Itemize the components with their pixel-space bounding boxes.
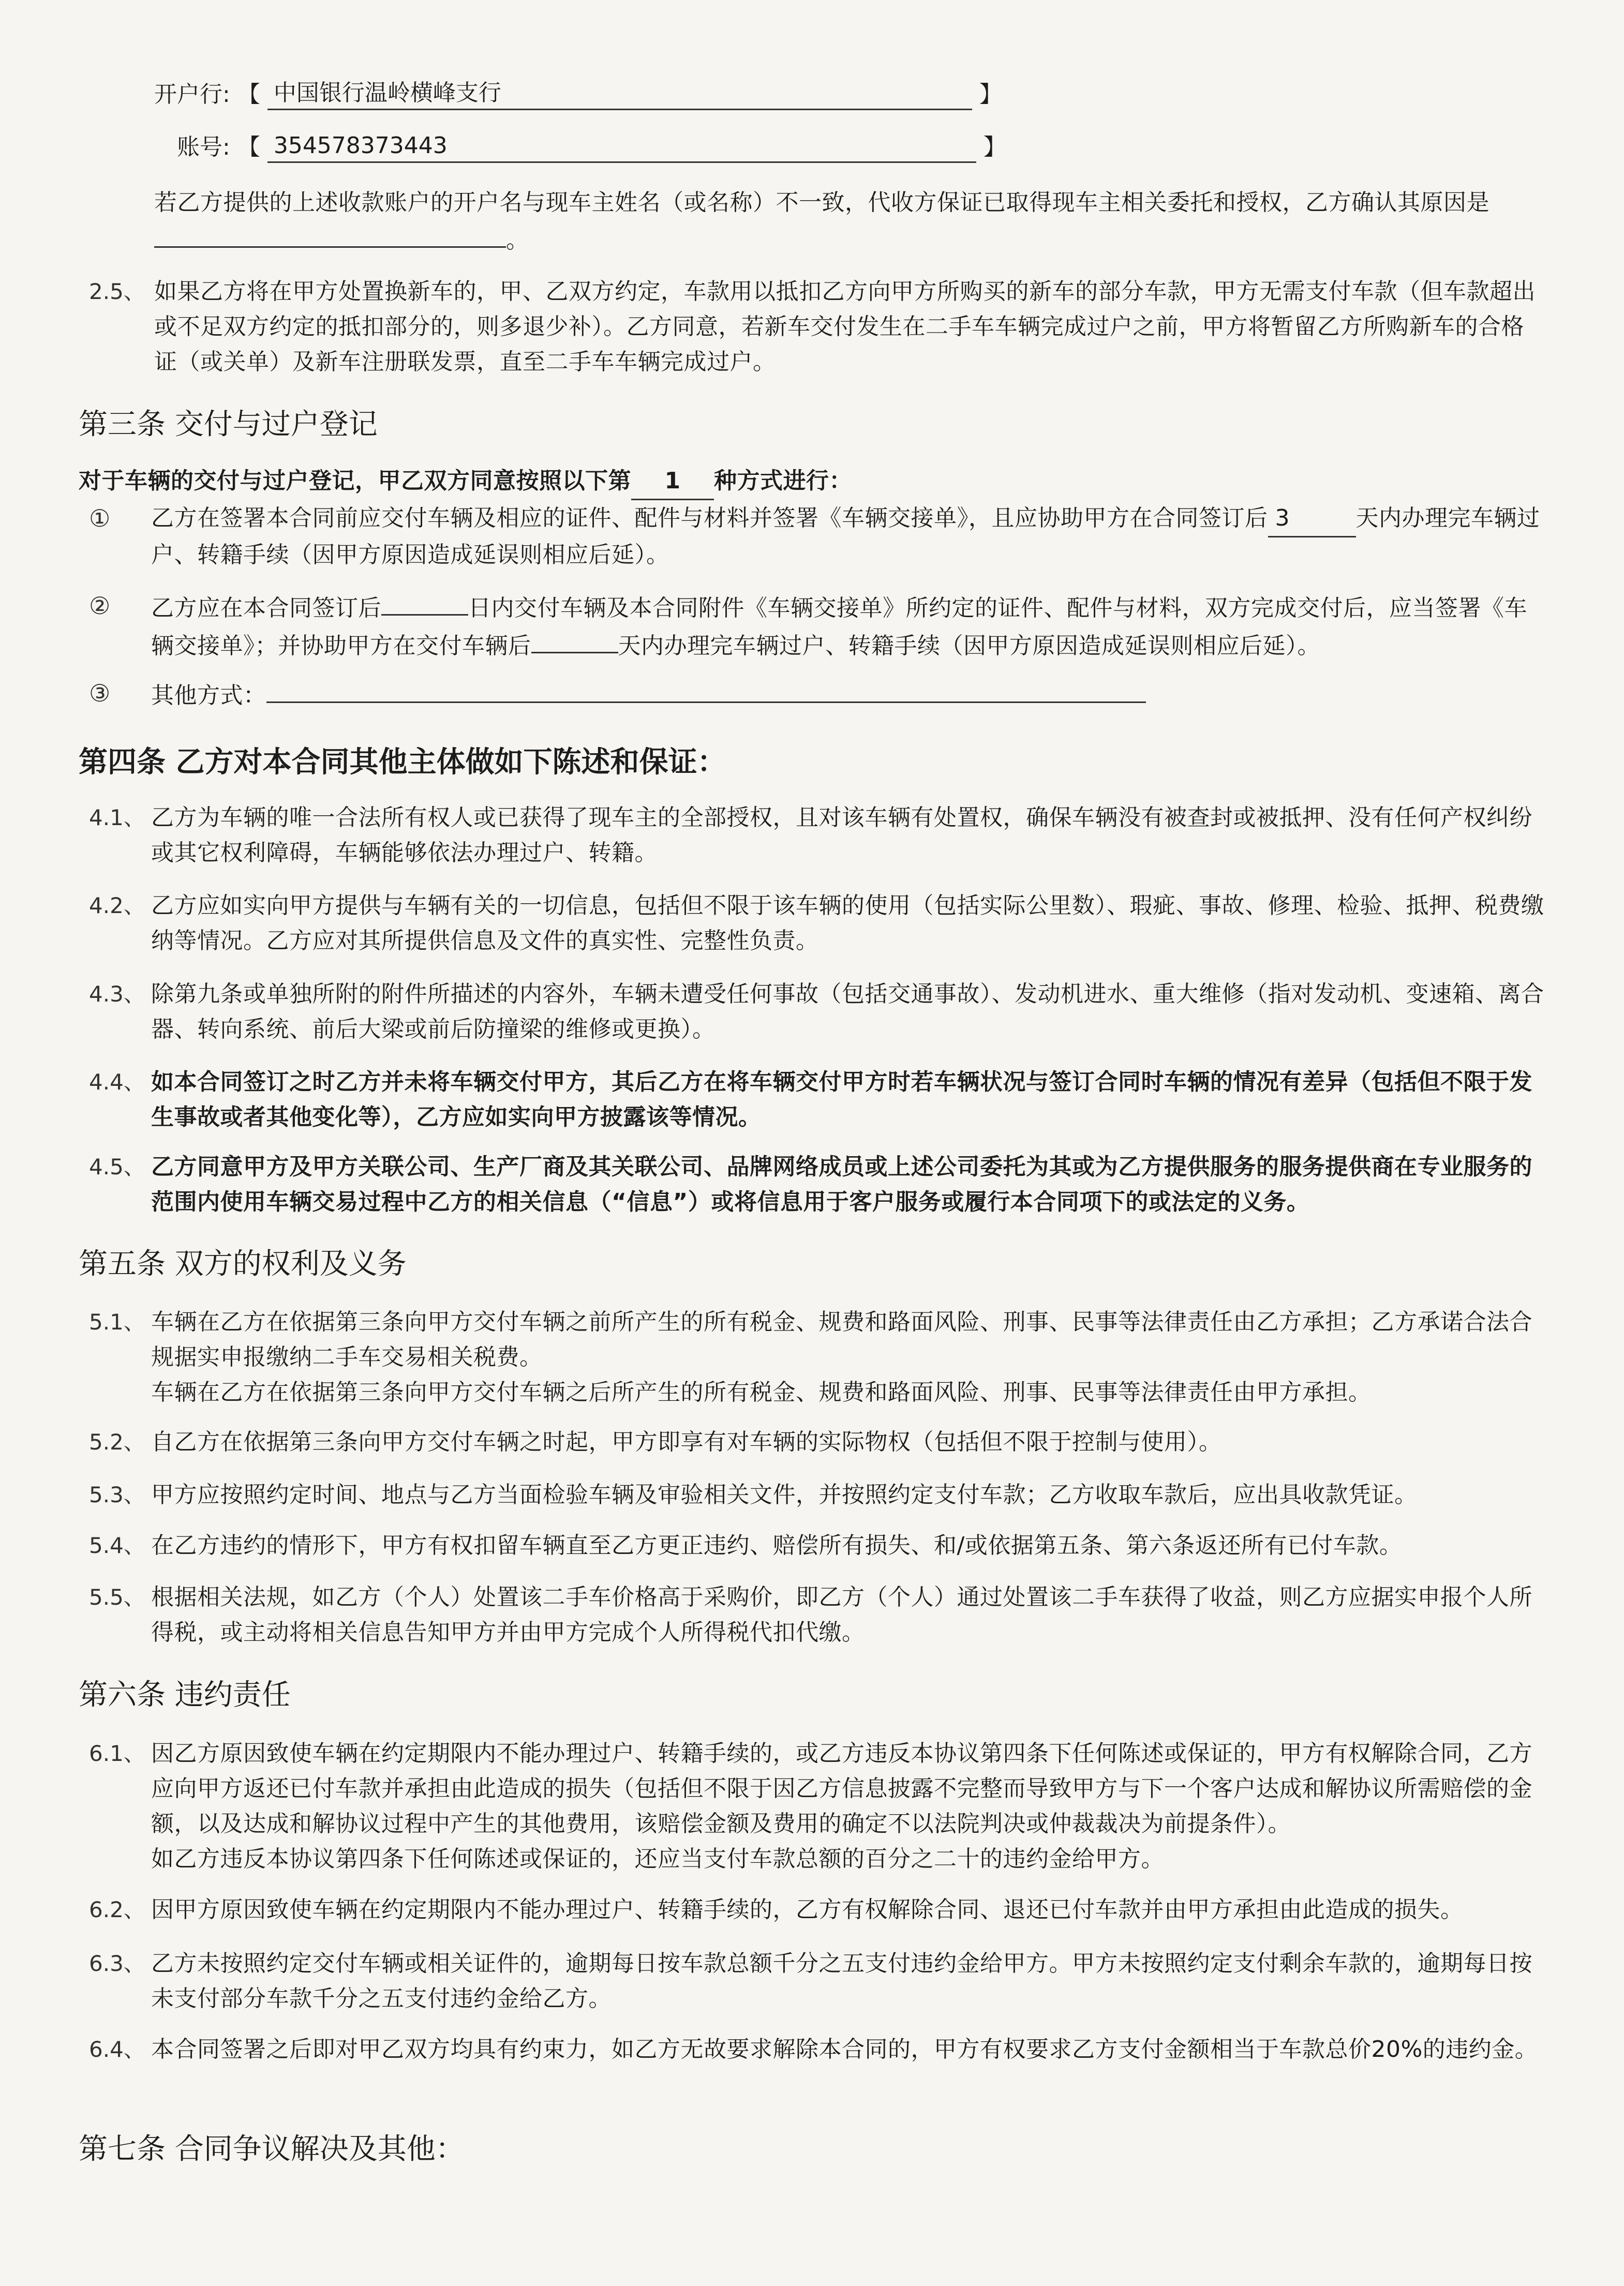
bank-name-row xyxy=(154,78,1002,110)
article-4-title: 第四条 乙方对本合同其他主体做如下陈述和保证： xyxy=(79,745,726,779)
clause-number: 4.2、 xyxy=(89,893,145,918)
clause-number: 2.5、 xyxy=(89,279,145,304)
clause-5-1-part-1: 车辆在乙方在依据第三条向甲方交付车辆之前所产生的所有税金、规费和路面风险、刑事、民事等法律责任由乙方承担；乙方承诺合法合规据实申报缴纳二手车交易相关税费。 xyxy=(151,1309,1532,1370)
option-2-days-blank xyxy=(381,588,468,616)
account-value: 354578373443 xyxy=(267,130,976,163)
option-2-transfer-blank xyxy=(531,626,618,653)
clause-6-4: 本合同签署之后即对甲乙双方均具有约束力，如乙方无故要求解除本合同的，甲方有权要求乙方支付金额相当于车款总价20%的违约金。 xyxy=(151,2036,1538,2063)
article-5-title: 第五条 双方的权利及义务 xyxy=(79,1247,407,1281)
article-3-title: 第三条 交付与过户登记 xyxy=(79,408,378,441)
clause-6-1-part-2: 如乙方违反本协议第四条下任何陈述或保证的，还应当支付车款总额的百分之二十的违约金给甲方。 xyxy=(151,1846,1164,1872)
option-3 xyxy=(151,676,1548,713)
bracket-open: 【 xyxy=(237,81,260,108)
clause-5-1-part-2: 车辆在乙方在依据第三条向甲方交付车辆之后所产生的所有税金、规费和路面风险、刑事、民事等法律责任由甲方承担。 xyxy=(151,1379,1372,1406)
clause-number: 5.2、 xyxy=(89,1429,145,1455)
clause-6-3: 乙方未按照约定交付车辆或相关证件的，逾期每日按车款总额千分之五支付违约金给甲方。甲方未按照约定支付剩余车款的，逾期每日按未支付部分车款千分之五支付违约金给乙方。 xyxy=(151,1950,1532,2012)
clause-number: 5.3、 xyxy=(89,1482,145,1507)
clause-4-4: 如本合同签订之时乙方并未将车辆交付甲方，其后乙方在将车辆交付甲方时若车辆状况与签订合同时车辆的情况有差异（包括但不限于发生事故或者其他变化等），乙方应如实向甲方披露该等情况。 xyxy=(151,1069,1532,1130)
option-1 xyxy=(151,501,1548,573)
bracket-close: 】 xyxy=(979,81,1002,108)
payee-note-end: 。 xyxy=(506,227,529,253)
clause-number: 5.5、 xyxy=(89,1585,145,1610)
clause-number: 6.1、 xyxy=(89,1741,145,1766)
option-2-text-mid: 日内交付车辆及本合同附件《车辆交接单》所约定的证件、配件与材料，双方完成交付后，应当签署《车辆交接单》；并协助甲方在交付车辆后 xyxy=(151,595,1527,659)
clause-6-1 xyxy=(151,1736,1548,1877)
clause-5-1 xyxy=(151,1305,1548,1410)
bank-value: 中国银行温岭横峰支行 xyxy=(267,78,972,110)
intro-text: 对于车辆的交付与过户登记，甲乙双方同意按照以下第 xyxy=(79,468,631,494)
option-1-days: 3 xyxy=(1268,501,1356,537)
method-choice: 1 xyxy=(631,464,714,500)
option-3-blank xyxy=(266,676,1146,703)
option-2-text-end: 天内办理完车辆过户、转籍手续（因甲方原因造成延误则相应后延）。 xyxy=(618,633,1320,659)
clause-4-5: 乙方同意甲方及甲方关联公司、生产厂商及其关联公司、品牌网络成员或上述公司委托为其或为乙方提供服务的服务提供商在专业服务的范围内使用车辆交易过程中乙方的相关信息（“信息”）或将信息用于客户服务或履行本合同项下的或法定的义务。 xyxy=(151,1154,1532,1215)
clause-number: 4.5、 xyxy=(89,1154,145,1179)
clause-5-3: 甲方应按照约定时间、地点与乙方当面检验车辆及审验相关文件，并按照约定支付车款；乙方收取车款后，应出具收款凭证。 xyxy=(151,1482,1418,1508)
clause-number: 6.3、 xyxy=(89,1951,145,1976)
bank-label: 开户行: xyxy=(154,81,230,108)
clause-number: 5.1、 xyxy=(89,1309,145,1335)
clause-5-5: 根据相关法规，如乙方（个人）处置该二手车价格高于采购价，即乙方（个人）通过处置该二手车获得了收益，则乙方应据实申报个人所得税，或主动将相关信息告知甲方并由甲方完成个人所得税代扣代缴。 xyxy=(151,1584,1532,1646)
option-1-text-end: 天内办理完车辆过户、转籍手续（因甲方原因造成延误则相应后延）。 xyxy=(151,505,1540,568)
option-3-mark: ③ xyxy=(89,679,111,707)
clause-4-2: 乙方应如实向甲方提供与车辆有关的一切信息，包括但不限于该车辆的使用（包括实际公里数）、瑕疵、事故、修理、检验、抵押、税费缴纳等情况。乙方应对其所提供信息及文件的真实性、完整性负责。 xyxy=(151,892,1544,954)
payee-reason-blank xyxy=(154,220,506,248)
option-1-text: 乙方在签署本合同前应交付车辆及相应的证件、配件与材料并签署《车辆交接单》，且应协助甲方在合同签订后 xyxy=(151,505,1268,531)
account-row xyxy=(177,130,1006,163)
clause-4-3: 除第九条或单独所附的附件所描述的内容外，车辆未遭受任何事故（包括交通事故）、发动机进水、重大维修（指对发动机、变速箱、离合器、转向系统、前后大梁或前后防撞梁的维修或更换）。 xyxy=(151,981,1544,1042)
bracket-close: 】 xyxy=(983,134,1006,160)
option-3-label: 其他方式： xyxy=(151,682,266,709)
clause-number: 6.2、 xyxy=(89,1897,145,1922)
payee-note-text: 若乙方提供的上述收款账户的开户名与现车主姓名（或名称）不一致，代收方保证已取得现车主相关委托和授权，乙方确认其原因是 xyxy=(154,189,1489,216)
clause-number: 4.3、 xyxy=(89,981,145,1007)
option-2 xyxy=(151,588,1548,664)
payee-note xyxy=(154,185,1546,258)
clause-4-1: 乙方为车辆的唯一合法所有权人或已获得了现车主的全部授权，且对该车辆有处置权，确保车辆没有被查封或被抵押、没有任何产权纠纷或其它权利障碍，车辆能够依法办理过户、转籍。 xyxy=(151,804,1532,866)
clause-number: 4.1、 xyxy=(89,805,145,830)
clause-6-1-part-1: 因乙方原因致使车辆在约定期限内不能办理过户、转籍手续的，或乙方违反本协议第四条下任何陈述或保证的，甲方有权解除合同，乙方应向甲方返还已付车款并承担由此造成的损失（包括但不限于因乙方信息披露不完整而导致甲方与下一个客户达成和解协议所需赔偿的金额，以及达成和解协议过程中产生的其他费用，该赔偿金额及费用的确定不以法院判决或仲裁裁决为前提条件）。 xyxy=(151,1740,1532,1837)
clause-6-2: 因甲方原因致使车辆在约定期限内不能办理过户、转籍手续的，乙方有权解除合同、退还已付车款并由甲方承担由此造成的损失。 xyxy=(151,1896,1464,1923)
option-1-mark: ① xyxy=(89,504,111,532)
clause-number: 4.4、 xyxy=(89,1069,145,1095)
clause-5-4: 在乙方违约的情形下，甲方有权扣留车辆直至乙方更正违约、赔偿所有损失、和/或依据第五条、第六条返还所有已付车款。 xyxy=(151,1532,1403,1559)
account-label: 账号: xyxy=(177,134,230,160)
option-2-text: 乙方应在本合同签订后 xyxy=(151,595,381,621)
article-6-title: 第六条 违约责任 xyxy=(79,1678,291,1712)
option-2-mark: ② xyxy=(89,592,111,620)
clause-number: 6.4、 xyxy=(89,2037,145,2062)
clause-2-5: 如果乙方将在甲方处置换新车的，甲、乙双方约定，车款用以抵扣乙方向甲方所购买的新车的部分车款，甲方无需支付车款（但车款超出或不足双方约定的抵扣部分的，则多退少补）。乙方同意，若新车交付发生在二手车车辆完成过户之前，甲方将暂留乙方所购新车的合格证（或关单）及新车注册联发票，直至二手车车辆完成过户。 xyxy=(154,278,1536,375)
bracket-open: 【 xyxy=(237,134,260,160)
article-7-title: 第七条 合同争议解决及其他： xyxy=(79,2132,465,2166)
clause-number: 5.4、 xyxy=(89,1533,145,1558)
intro-text-end: 种方式进行： xyxy=(714,468,852,494)
clause-5-2: 自乙方在依据第三条向甲方交付车辆之时起，甲方即享有对车辆的实际物权（包括但不限于控制与使用）。 xyxy=(151,1429,1222,1455)
article-3-intro xyxy=(79,464,1548,500)
